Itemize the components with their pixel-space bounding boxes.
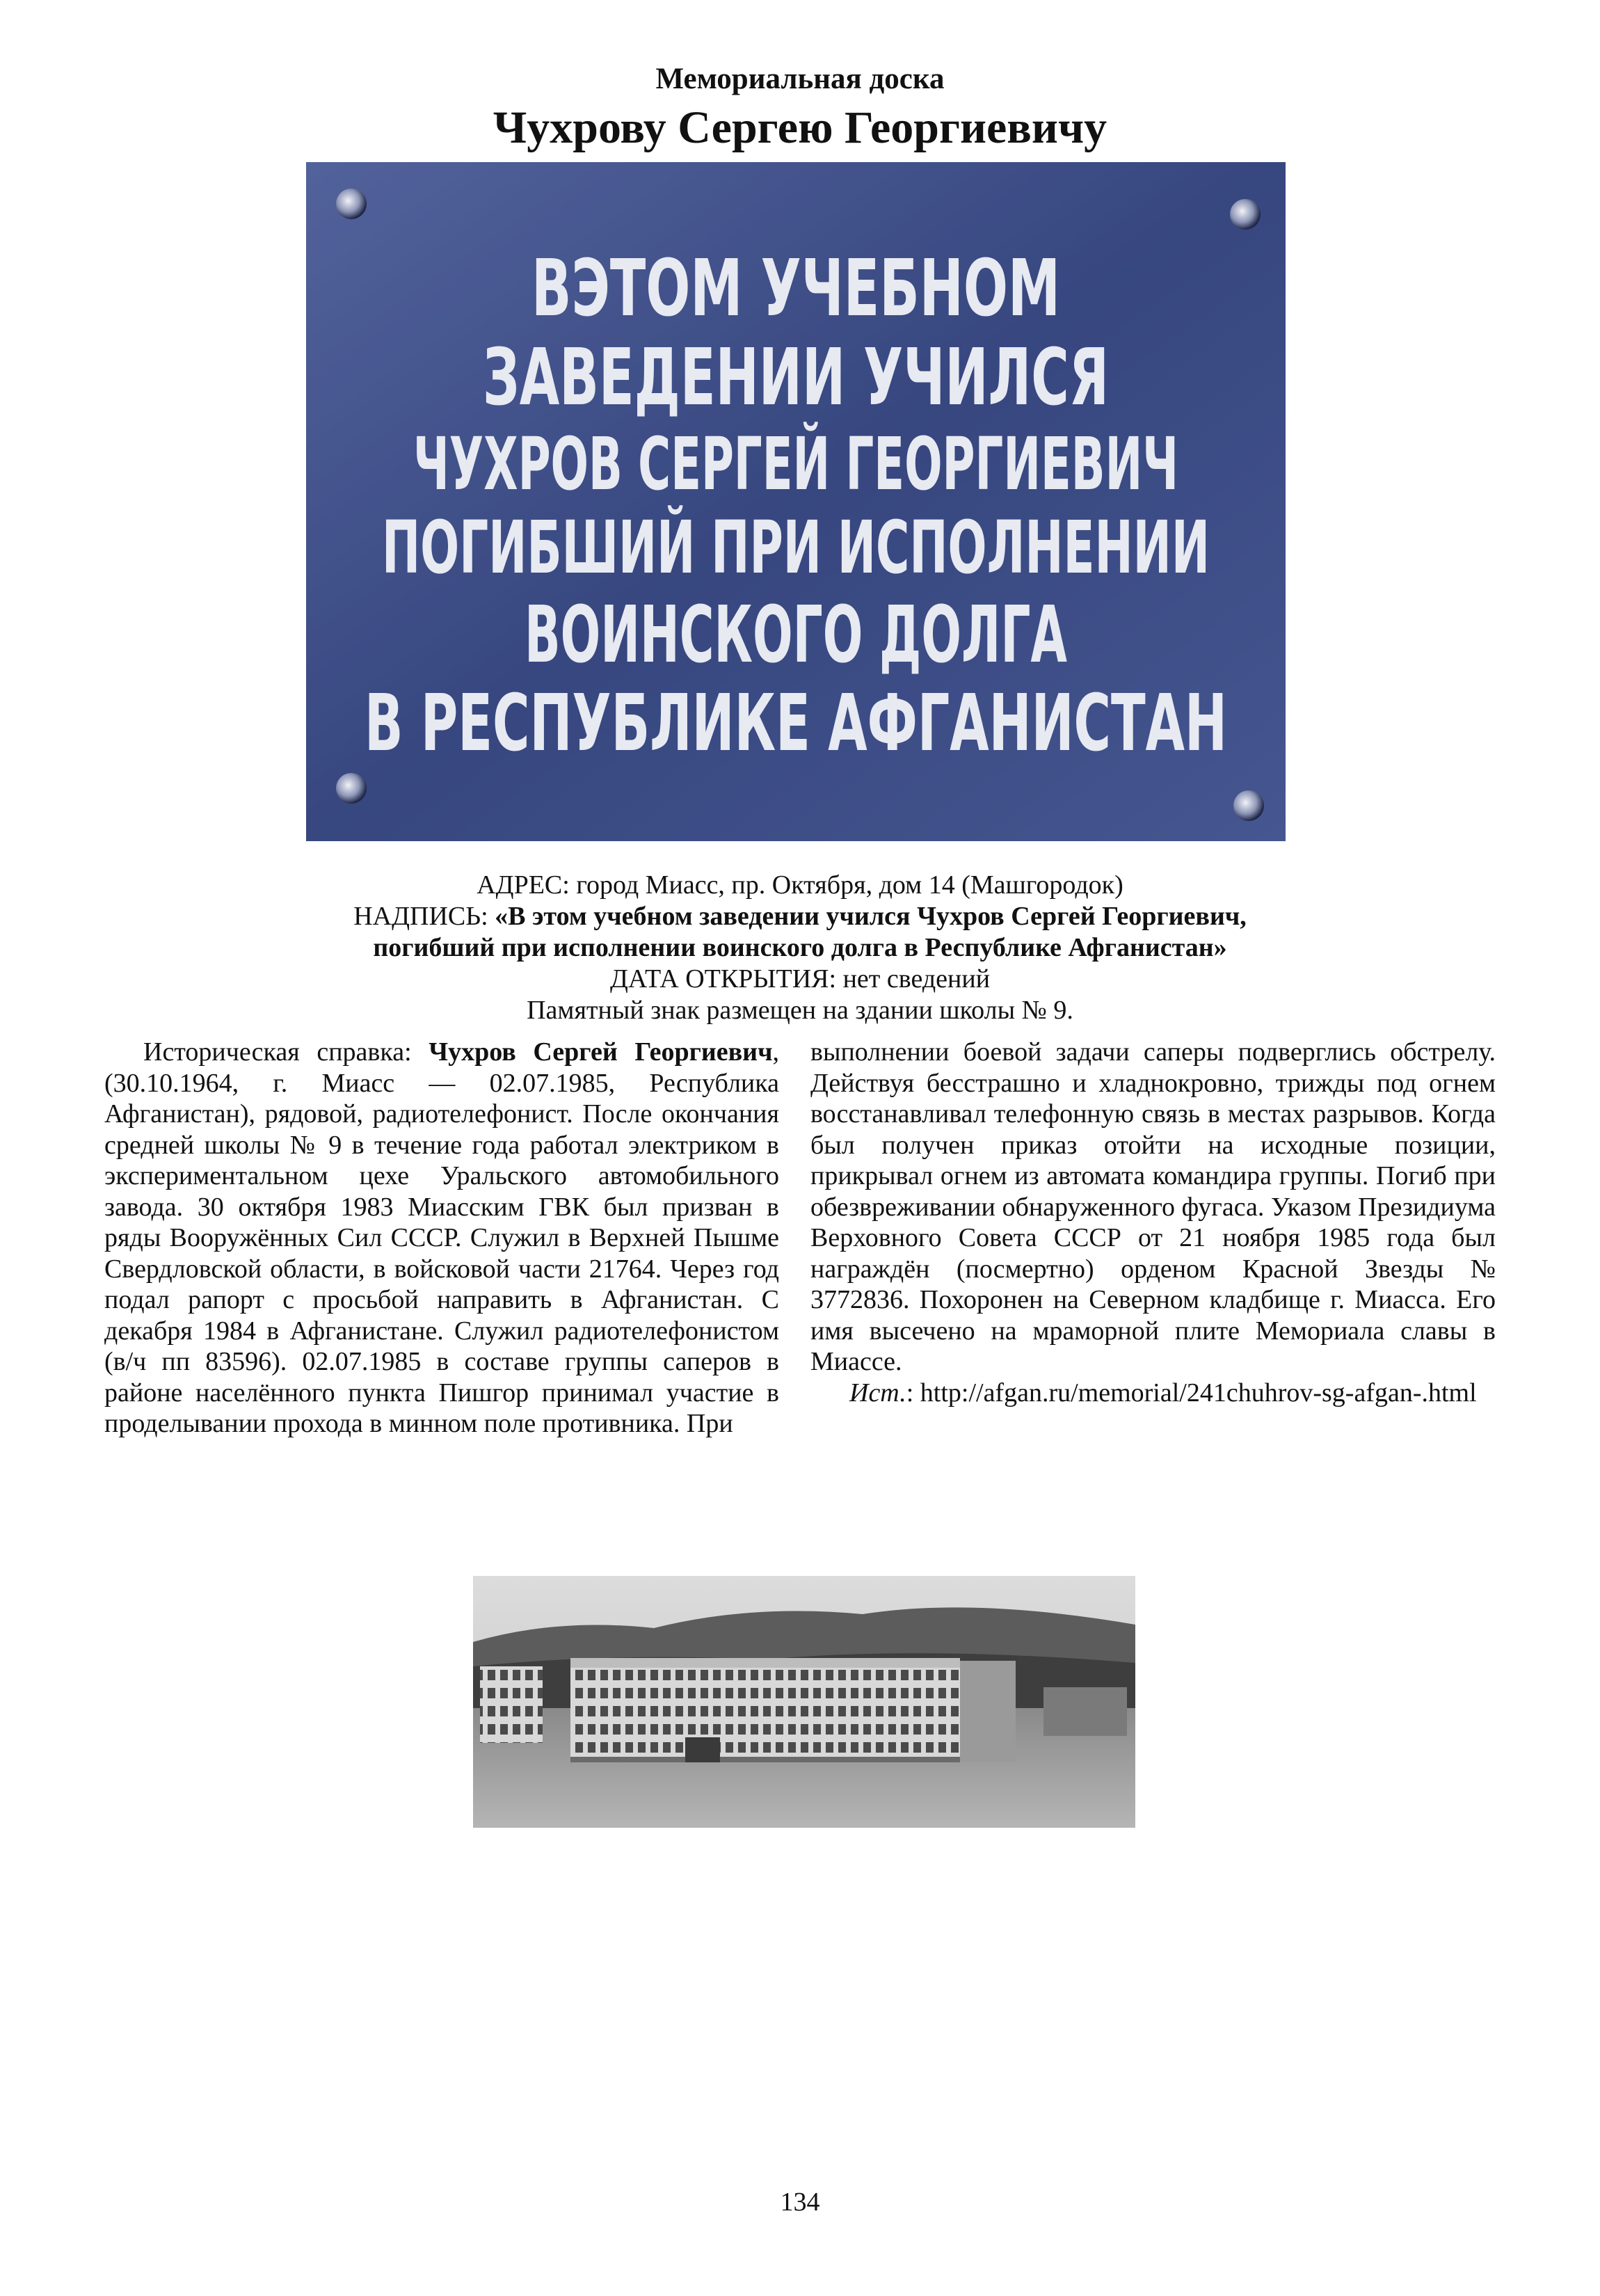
inscription-label: НАДПИСЬ: [353, 902, 488, 931]
history-column-right [810, 1037, 1496, 1408]
plaque-line-4: ПОГИБШИЙ ПРИ ИСПОЛНЕНИИ [382, 505, 1210, 590]
inscription-text-line-2: погибший при исполнении воинского долга в Республике Афганистан» [373, 933, 1227, 962]
location-note: Памятный знак размещен на здании школы № 9. [527, 996, 1073, 1025]
plaque-image [306, 162, 1286, 841]
history-person-name: Чухров Сергей Георгиевич [429, 1037, 773, 1067]
address-row [0, 870, 1600, 901]
page-number: 134 [780, 2187, 820, 2217]
plaque-line-5: ВОИНСКОГО ДОЛГА [525, 590, 1068, 680]
bolt-bottom-right [1233, 790, 1264, 821]
opening-date-value: нет сведений [842, 964, 991, 994]
opening-date-row [0, 964, 1600, 995]
history-text-right: выполнении боевой задачи саперы подверглись обстрелу. Действуя бесстрашно и хладнокровно, трижды под огнем восстанавливал телефонную связь в местах разрывов. Когда был получен приказ отойти на исходные позиции, прикрывал огнем из автомата командира группы. Погиб при обезвреживании обнаруженного фугаса. Указом Президиума Верховного Совета СССР от 21 ноября 1985 года был награждён (посмертно) орденом Красной Звезды № 3772836. Похоронен на Северном кладбище г. Миасса. Его имя высечено на мраморной плите Мемориала славы в Миассе. [810, 1037, 1496, 1376]
memorial-plaque-photo [306, 162, 1286, 841]
opening-date-label: ДАТА ОТКРЫТИЯ: [609, 964, 837, 994]
history-paragraph [104, 1037, 779, 1440]
history-intro: Историческая справка: [143, 1037, 412, 1067]
school-building-photo [473, 1576, 1135, 1828]
memorial-info [0, 870, 1600, 1026]
plaque-line-3: ЧУХРОВ СЕРГЕЙ ГЕОРГИЕВИЧ [413, 422, 1178, 507]
address-value: город Миасс, пр. Октября, дом 14 (Машгородок) [576, 870, 1123, 900]
bolt-top-left [336, 189, 367, 219]
inscription-row [0, 901, 1600, 932]
page-supertitle: Мемориальная доска [655, 63, 945, 95]
inscription-row-2 [0, 932, 1600, 964]
page-title: Чухрову Сергею Георгиевичу [493, 102, 1107, 153]
address-label: АДРЕС: [477, 870, 570, 900]
plaque-line-6: В РЕСПУБЛИКЕ АФГАНИСТАН [365, 678, 1227, 769]
history-source [810, 1378, 1496, 1409]
bolt-top-right [1230, 199, 1261, 230]
source-label: Ист. [849, 1378, 906, 1408]
source-url: : http://afgan.ru/memorial/241chuhrov-sg-afgan-.html [906, 1378, 1477, 1408]
history-column-left [104, 1037, 779, 1440]
plaque-line-1: ВЭТОМ УЧЕБНОМ [531, 244, 1060, 334]
school-image [473, 1576, 1135, 1828]
history-text-left: , (30.10.1964, г. Миасс — 02.07.1985, Республика Афганистан), рядовой, радиотелефонист. После окончания средней школы № 9 в течение года работал электриком в экспериментальном цехе Уральского автомобильного завода. 30 октября 1983 Миасским ГВК был призван в ряды Вооружённых Сил СССР. Служил в Верхней Пышме Свердловской области, в войсковой части 21764. Через год подал рапорт с просьбой направить в Афганистан. С декабря 1984 в Афганистане. Служил радиотелефонистом (в/ч пп 83596). 02.07.1985 в составе группы саперов в районе населённого пункта Пишгор принимал участие в проделывании прохода в минном поле противника. При [104, 1037, 779, 1438]
inscription-text-line-1: «В этом учебном заведении учился Чухров Сергей Георгиевич, [495, 902, 1247, 931]
plaque-line-2: ЗАВЕДЕНИИ УЧИЛСЯ [483, 333, 1109, 423]
bolt-bottom-left [336, 773, 367, 804]
